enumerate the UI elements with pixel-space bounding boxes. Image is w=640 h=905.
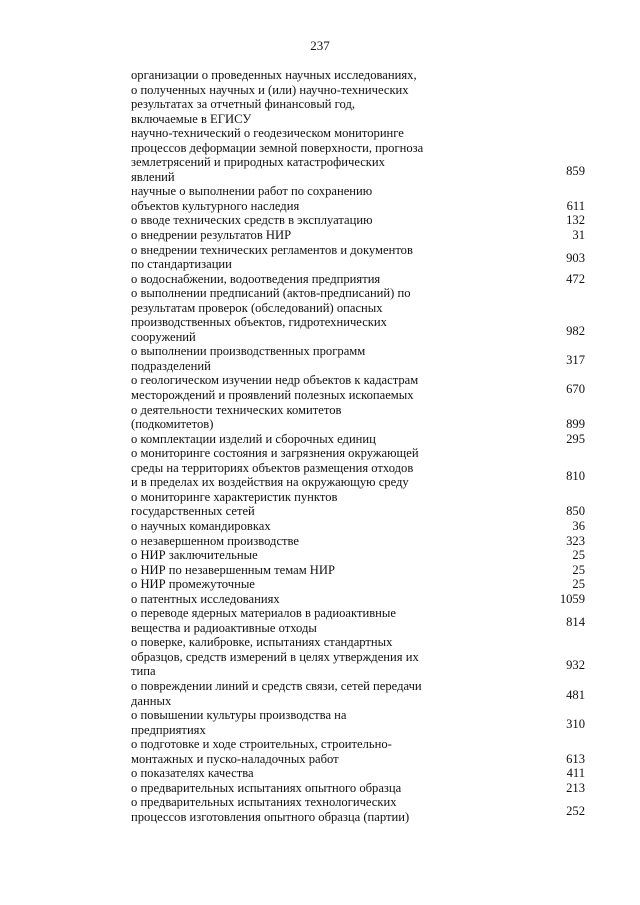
list-item [131, 635, 585, 679]
retention-value: 982 [566, 323, 585, 338]
entry-text-line: подразделений [131, 358, 211, 373]
retention-value: 252 [566, 803, 585, 818]
entry-text-line: о предварительных испытаниях технологических [131, 795, 397, 810]
list-item [131, 534, 585, 549]
entry-text-line: (подкомитетов) [131, 417, 214, 432]
retention-value: 814 [566, 614, 585, 629]
retention-value: 1059 [559, 591, 585, 606]
list-item [131, 344, 585, 373]
list-item [131, 563, 585, 578]
entry-text-line: о водоснабжении, водоотведения предприятия [131, 271, 381, 286]
retention-value: 611 [566, 198, 585, 213]
entry-text-line: включаемые в ЕГИСУ [131, 111, 252, 126]
list-item [131, 243, 585, 272]
retention-value: 670 [566, 382, 585, 397]
entry-text-line: монтажных и пуско-наладочных работ [131, 751, 339, 766]
entry-text-line: процессов изготовления опытного образца (партии) [131, 809, 410, 824]
retention-value: 310 [566, 716, 585, 731]
entry-text-line: о повреждении линий и средств связи, сетей передачи [131, 678, 422, 693]
entry-text-line: о НИР промежуточные [131, 577, 255, 592]
entry-text-line: образцов, средств измерений в целях утверждения их [131, 649, 419, 664]
entry-text-line: процессов деформации земной поверхности, прогноза [131, 140, 424, 155]
entry-text-line: о мониторинге состояния и загрязнения окружающей [131, 446, 419, 461]
retention-value: 295 [566, 431, 585, 446]
entry-text-line: и в пределах их воздействия на окружающую среду [131, 475, 409, 490]
entry-text-line: о НИР заключительные [131, 548, 258, 563]
list-item [131, 446, 585, 490]
list-item [131, 795, 585, 824]
entry-text-line: землетрясений и природных катастрофических [131, 155, 385, 170]
list-item [131, 766, 585, 781]
entry-text-line: государственных сетей [131, 504, 255, 519]
retention-value: 903 [566, 251, 585, 266]
entry-text-line: вещества и радиоактивные отходы [131, 620, 317, 635]
page-number: 237 [310, 38, 330, 53]
list-item [131, 781, 585, 796]
entry-text-line: о НИР по незавершенным темам НИР [131, 562, 336, 577]
retention-list [131, 68, 585, 824]
retention-value: 932 [566, 658, 585, 673]
entry-text-line: о незавершенном производстве [131, 533, 299, 548]
list-item [131, 490, 585, 519]
retention-value: 25 [572, 548, 585, 563]
entry-text-line: о внедрении результатов НИР [131, 228, 292, 243]
entry-text-line: о предварительных испытаниях опытного образца [131, 780, 402, 795]
entry-text-line: о геологическом изучении недр объектов к кадастрам [131, 373, 419, 388]
retention-value: 810 [566, 469, 585, 484]
list-item [131, 577, 585, 592]
entry-text-line: о поверке, калибровке, испытаниях стандартных [131, 635, 393, 650]
entry-text-line: организации о проведенных научных исследованиях, [131, 68, 417, 82]
list-item [131, 68, 585, 126]
retention-value: 472 [566, 271, 585, 286]
retention-value: 899 [566, 417, 585, 432]
entry-text-line: предприятиях [131, 722, 206, 737]
entry-text-line: о комплектации изделий и сборочных единиц [131, 431, 376, 446]
retention-value: 36 [572, 518, 585, 533]
entry-text-line: о патентных исследованиях [131, 591, 280, 606]
list-item [131, 403, 585, 432]
retention-value: 859 [566, 163, 585, 178]
entry-text-line: о выполнении предписаний (актов-предписаний) по [131, 286, 411, 301]
retention-value: 25 [572, 562, 585, 577]
retention-value: 613 [566, 751, 585, 766]
retention-value: 411 [566, 766, 585, 781]
entry-text-line: сооружений [131, 329, 196, 344]
entry-text-line: о выполнении производственных программ [131, 344, 366, 359]
retention-value: 31 [572, 228, 585, 243]
entry-text-line: результатам проверок (обследований) опасных [131, 300, 383, 315]
entry-text-line: о повышении культуры производства на [131, 708, 347, 723]
entry-text-line: среды на территориях объектов размещения отходов [131, 460, 414, 475]
retention-value: 481 [566, 687, 585, 702]
entry-text-line: о полученных научных и (или) научно-технических [131, 82, 409, 97]
entry-text-line: по стандартизации [131, 257, 232, 272]
list-item [131, 679, 585, 708]
retention-value: 213 [566, 780, 585, 795]
list-item [131, 548, 585, 563]
list-item [131, 286, 585, 344]
list-item [131, 272, 585, 287]
entry-text-line: данных [131, 693, 172, 708]
retention-value: 25 [572, 577, 585, 592]
entry-text-line: научные о выполнении работ по сохранению [131, 184, 373, 199]
entry-text-line: о научных командировках [131, 518, 271, 533]
entry-text-line: явлений [131, 169, 175, 184]
retention-value: 850 [566, 504, 585, 519]
entry-text-line: типа [131, 664, 156, 679]
list-item [131, 228, 585, 243]
entry-text-line: о переводе ядерных материалов в радиоактивные [131, 606, 396, 621]
list-item [131, 592, 585, 607]
entry-text-line: о подготовке и ходе строительных, строительно- [131, 737, 392, 752]
retention-value: 323 [566, 533, 585, 548]
list-item [131, 519, 585, 534]
list-item [131, 432, 585, 447]
list-item [131, 213, 585, 228]
entry-text-line: результатах за отчетный финансовый год, [131, 97, 356, 112]
retention-value: 317 [566, 352, 585, 367]
retention-value: 132 [566, 213, 585, 228]
entry-text-line: о показателях качества [131, 766, 254, 781]
list-item [131, 373, 585, 402]
list-item [131, 737, 585, 766]
entry-text-line: о внедрении технических регламентов и документов [131, 242, 413, 257]
list-item [131, 708, 585, 737]
entry-text-line: о мониторинге характеристик пунктов [131, 489, 338, 504]
entry-text-line: о вводе технических средств в эксплуатацию [131, 213, 373, 228]
list-item [131, 606, 585, 635]
entry-text-line: производственных объектов, гидротехнических [131, 315, 387, 330]
entry-text-line: месторождений и проявлений полезных ископаемых [131, 388, 414, 403]
list-item [131, 184, 585, 213]
list-item [131, 126, 585, 184]
entry-text-line: о деятельности технических комитетов [131, 402, 342, 417]
entry-text-line: объектов культурного наследия [131, 198, 300, 213]
entry-text-line: научно-технический о геодезическом мониторинге [131, 126, 404, 141]
